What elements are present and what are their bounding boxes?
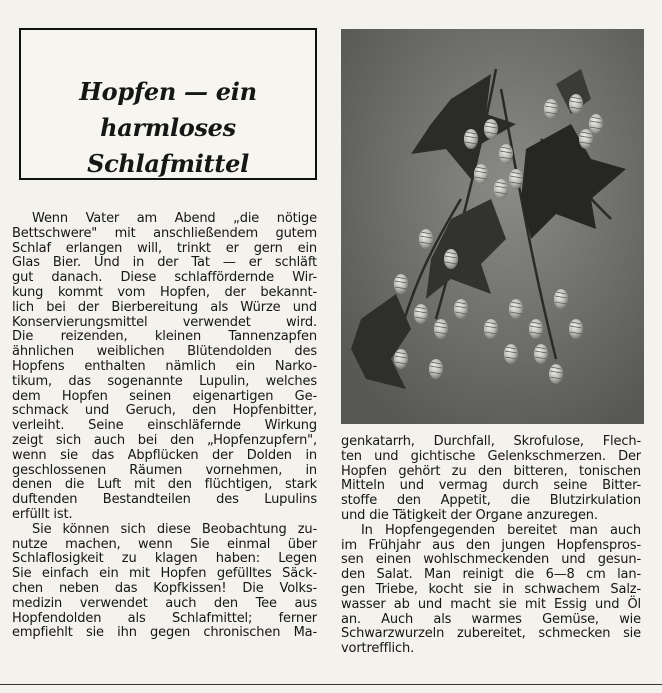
text-line: dem Hopfen seinen eigenartigen Ge- <box>12 388 317 404</box>
text-line: den Salat. Man reinigt die 6—8 cm lan- <box>341 567 641 583</box>
text-line: In Hopfengegenden bereitet man auch <box>361 522 641 538</box>
text-line: medizin verwendet auch den Tee aus <box>12 595 317 611</box>
text-line: wasser ab und macht sie mit Essig und Öl <box>341 596 641 612</box>
text-line: Mitteln und vermag durch seine Bitter- <box>341 478 641 494</box>
text-line: an. Auch als warmes Gemüse, wie <box>341 611 641 627</box>
text-line: sen einen wohlschmeckenden und gesun- <box>341 552 641 568</box>
text-line: gut danach. Diese schlaffördernde Wir- <box>12 270 317 286</box>
article-column-left <box>12 212 317 641</box>
text-line: genkatarrh, Durchfall, Skrofulose, Flech- <box>341 434 641 449</box>
hop-plant-photo <box>341 29 644 424</box>
text-line: erfüllt ist. <box>12 506 73 522</box>
text-line: ten und gichtische Gelenkschmerzen. Der <box>341 448 641 464</box>
text-line: Wenn Vater am Abend „die nötige <box>32 211 317 226</box>
title-line-2: Schlafmittel <box>87 149 249 178</box>
text-line: kung kommt vom Hopfen, der bekannt- <box>12 284 317 300</box>
text-line: lich bei der Bierbereitung als Würze und <box>12 299 317 315</box>
text-line: Sie können sich diese Beobachtung zu- <box>32 521 317 537</box>
headline-box <box>19 28 317 180</box>
text-line: Hopfens enthalten nämlich ein Narko- <box>12 358 317 374</box>
text-line: im Frühjahr aus den jungen Hopfenspros- <box>341 537 641 553</box>
text-line: und die Tätigkeit der Organe anzuregen. <box>341 507 598 523</box>
text-line: chen neben das Kopfkissen! Die Volks- <box>12 580 317 596</box>
text-line: Konservierungsmittel verwendet wird. <box>12 314 317 330</box>
text-line: schmack und Geruch, den Hopfenbitter, <box>12 403 317 419</box>
text-line: ähnlichen weiblichen Blütendolden des <box>12 344 317 360</box>
text-line: wenn sie das Abpflücken der Dolden in <box>12 447 317 463</box>
text-line: gen Triebe, kocht sie in schwachem Salz- <box>341 581 641 597</box>
text-line: Sie einfach ein mit Hopfen gefülltes Säck- <box>12 566 317 582</box>
text-line: Bettschwere" mit anschließendem gutem <box>12 225 317 241</box>
text-line: Die reizenden, kleinen Tannenzapfen <box>12 329 317 345</box>
text-line: Hopfendolden als Schlafmittel; ferner <box>12 610 317 626</box>
text-line: stoffe den Appetit, die Blutzirkulation <box>341 493 641 509</box>
text-line: Glas Bier. Und in der Tat — er schläft <box>12 255 317 271</box>
article-column-right <box>341 435 641 657</box>
text-line: Schlaflosigkeit zu klagen haben: Legen <box>12 551 317 567</box>
text-line: geschlossenen Räumen vornehmen, in <box>12 462 317 478</box>
text-line: zeigt sich auch bei den „Hopfenzupfern", <box>12 432 317 448</box>
text-line: Hopfen gehört zu den bitteren, tonischen <box>341 463 641 479</box>
text-line: verleiht. Seine einschläfernde Wirkung <box>12 418 317 434</box>
text-line: Schlaf erlangen will, trinkt er gern ein <box>12 240 317 256</box>
text-line: duftenden Bestandteilen des Lupulins <box>12 492 317 508</box>
text-line: tikum, das sogenannte Lupulin, welches <box>12 373 317 389</box>
title-line-1: Hopfen — ein harmloses <box>79 77 257 142</box>
text-line: vortrefflich. <box>341 641 415 657</box>
article-title <box>21 74 315 182</box>
page-rule <box>0 684 662 685</box>
text-line: denen die Luft mit den flüchtigen, stark <box>12 477 317 493</box>
text-line: empfiehlt sie ihn gegen chronischen Ma- <box>12 625 317 641</box>
text-line: nutze machen, wenn Sie einmal über <box>12 536 317 552</box>
text-line: Schwarzwurzeln zubereitet, schmecken sie <box>341 626 641 642</box>
